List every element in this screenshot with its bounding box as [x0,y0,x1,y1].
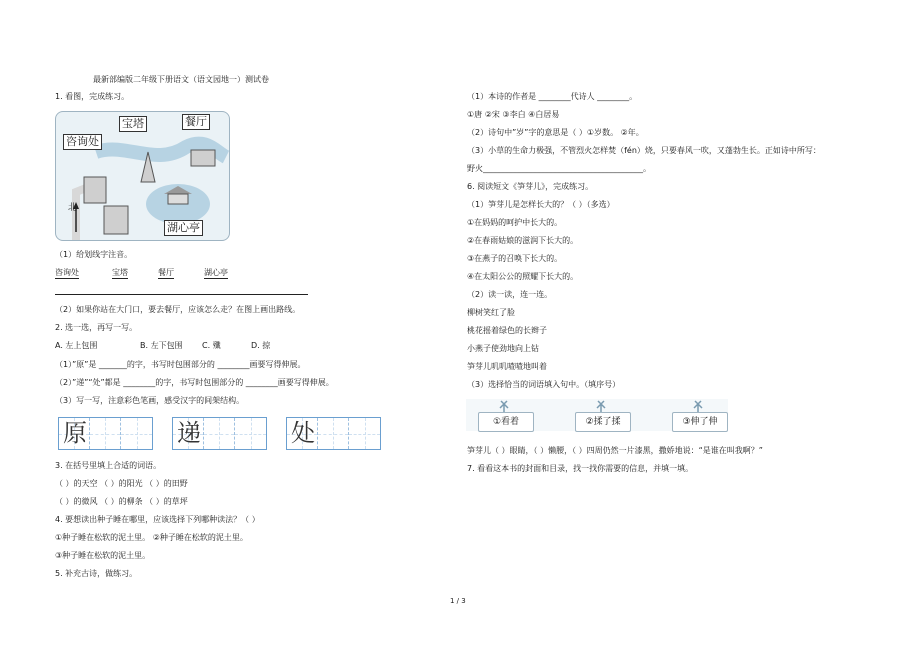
char-di: 递 [177,419,201,447]
r18: 笋芽儿（ ）眼睛，（ ）懒腰，（ ）四周仍然一片漆黑，撒娇地说：“是谁在叫我啊？” [467,446,763,455]
map-north: 北 [68,203,78,213]
word-2: 宝塔 [112,268,128,277]
q4: 4. 要想读出种子睡在哪里，应该选择下列哪种读法？（ ） [55,515,260,524]
r7: （1）笋芽儿是怎样长大的？（ ）（多选） [467,200,615,209]
r11: ④在太阳公公的照耀下长大的。 [467,272,579,281]
r13: 柳树笑红了脸 [467,308,515,317]
map-image [55,111,230,241]
tianzige-1 [58,417,153,450]
r8: ①在妈妈的呵护中长大的。 [467,218,563,227]
r3: （2）诗句中”岁”字的意思是（ ）①岁数。 ②年。 [467,128,644,137]
q3-row1: （ ）的天空 （ ）的阳光 （ ）的田野 [55,479,188,488]
char-yuan: 原 [63,419,87,447]
char-chu: 处 [291,419,315,447]
answer-line [55,294,308,295]
q2: 2. 选一选，再写一写。 [55,323,138,332]
word-4: 湖心亭 [204,268,228,277]
map-label-consult: 咨询处 [63,134,102,150]
word-1: 咨询处 [55,268,79,277]
q4-opt3: ③种子睡在松软的泥土里。 [55,551,151,560]
q3: 3. 在括号里填上合适的词语。 [55,461,162,470]
opt-d: D. 掠 [251,341,271,350]
r10: ③在燕子的召唤下长大的。 [467,254,563,263]
r1: （1）本诗的作者是 ________代诗人 ________。 [467,92,638,101]
word-3: 餐厅 [158,268,174,277]
q1-2: （2）如果你站在大门口，要去餐厅，应该怎么走？在图上画出路线。 [55,305,301,314]
r6: 6. 阅读短文《笋芽儿》，完成练习。 [467,182,594,191]
page-number: 1 / 3 [450,597,466,605]
opt-b: B. 左下包围 [140,341,183,350]
r19: 7. 看看这本书的封面和目录，找一找你需要的信息，并填一填。 [467,464,694,473]
q1-1: （1）给划线字注音。 [55,250,133,259]
r9: ②在春雨姑娘的滋润下长大的。 [467,236,579,245]
map-label-restaurant: 餐厅 [182,114,210,130]
r2: ①唐 ②宋 ③李白 ④白居易 [467,110,560,119]
r12: （2）读一读，连一连。 [467,290,553,299]
opt-a: A. 左上包围 [55,341,98,350]
r16: 笋芽儿叽叽喳喳地叫着 [467,362,547,371]
q1: 1. 看图，完成练习。 [55,92,130,101]
opt-c: C. 殲 [202,341,221,350]
tianzige-3 [286,417,381,450]
tianzige-2 [172,417,267,450]
q2-3: （3）写一写，注意彩色笔画，感受汉字的间架结构。 [55,396,245,405]
doc-title: 最新部编版二年级下册语文（语文园地一）测试卷 [93,75,269,84]
q3-row2: （ ）的微风 （ ）的柳条 （ ）的草坪 [55,497,188,506]
r5: 野火________________________________________。 [467,164,651,173]
map-label-pavilion: 湖心亭 [164,220,203,236]
r15: 小燕子使劲地向上钻 [467,344,539,353]
r4: （3）小草的生命力极强，不管烈火怎样焚（fén）烧，只要春风一吹，又蓬勃生长。正如诗中所写： [467,146,821,155]
q4-opts: ①种子睡在松软的泥土里。 ②种子睡在松软的泥土里。 [55,533,248,542]
map-label-pagoda: 宝塔 [119,116,147,132]
q2-2: （2）”递”“处”都是 ________的字，书写时包围部分的 ________画要写得伸展。 [55,378,334,387]
q5: 5. 补充古诗，做练习。 [55,569,138,578]
option-card-1: ①看着 [478,412,534,432]
r14: 桃花摇着绿色的长辫子 [467,326,547,335]
r17: （3）选择恰当的词语填入句中。（填序号） [467,380,621,389]
q2-1: （1）”原”是 _______的字，书写时包围部分的 ________画要写得伸展。 [55,360,306,369]
option-card-3: ③伸了伸 [672,412,728,432]
option-card-2: ②揉了揉 [575,412,631,432]
